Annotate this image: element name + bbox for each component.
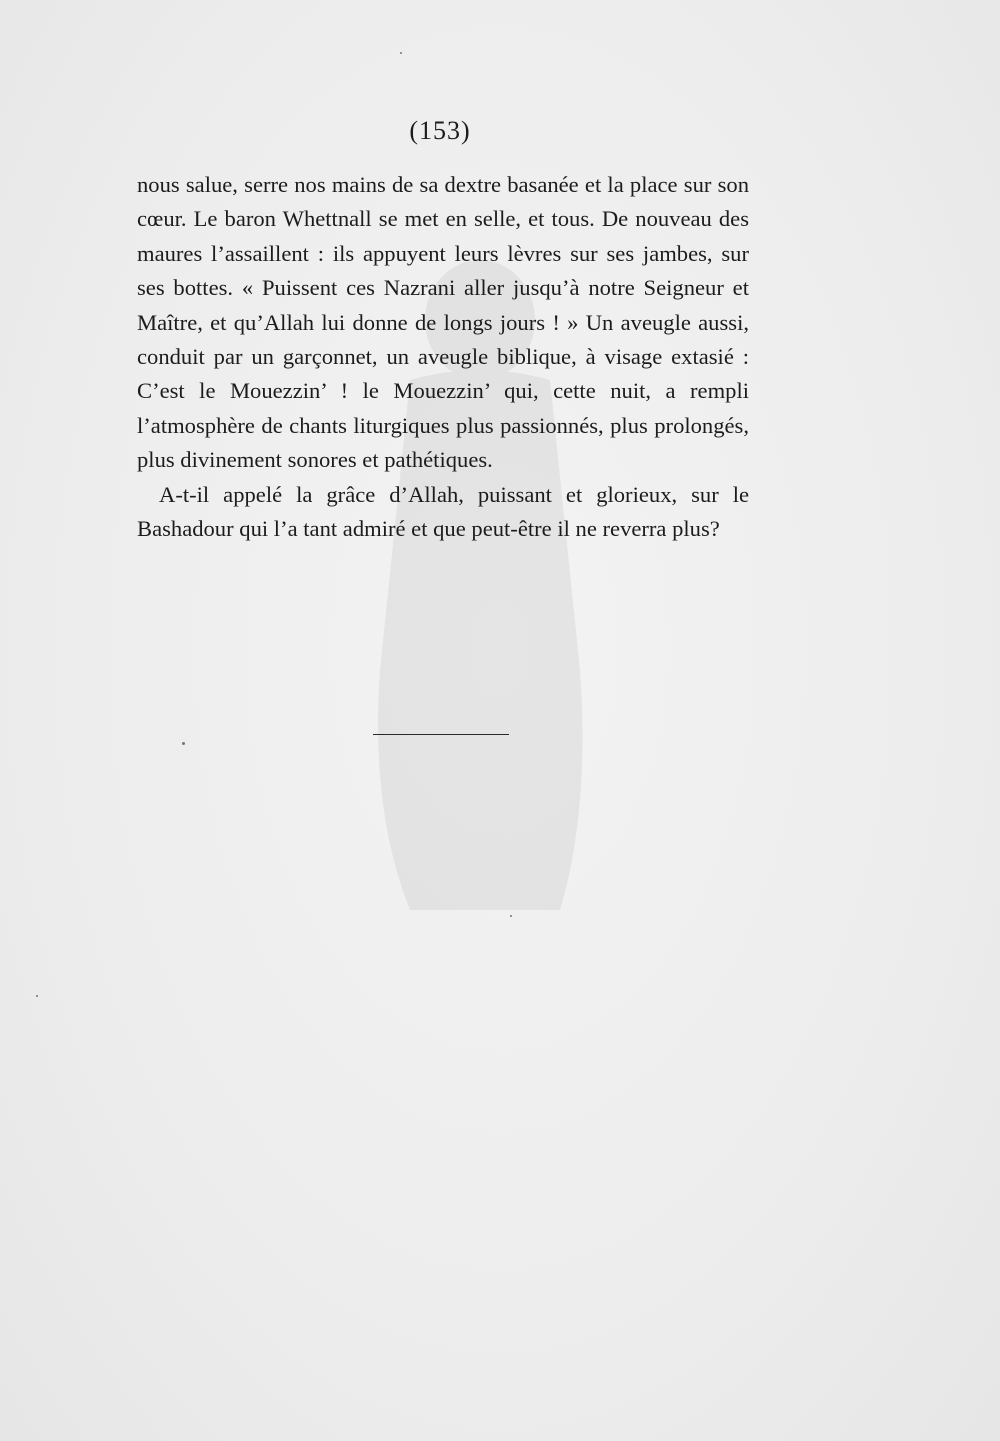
paragraph-2: A-t-il appelé la grâce d’Allah, puissant et glorieux, sur le Bashadour qui l’a tant admiré et que peut-être il ne reverra plus? [137,481,749,542]
paper-speck [400,52,402,54]
paper-speck [36,995,38,997]
page-number: (153) [409,116,471,145]
paper-speck [510,915,512,917]
section-end-rule [373,734,509,735]
paper-speck [182,742,185,745]
paragraph-1: nous salue, serre nos mains de sa dextre basanée et la place sur son cœur. Le baron Whettnall se met en selle, et tous. De nouveau des maures l’assaillent : ils appuyent leurs lèvres sur ses jambes, sur ses bottes. « Puissent ces Nazrani aller jusqu’à notre Seigneur et Maître, et qu’Allah lui donne de longs jours ! » Un aveugle aussi, conduit par un garçonnet, un aveugle biblique, à visage extasié : C’est le Mouezzin’ ! le Mouezzin’ qui, cette nuit, a rempli l’atmosphère de chants liturgiques plus passionnés, plus prolongés, plus divinement sonores et pathétiques. [137,172,749,473]
body-text [137,168,749,546]
